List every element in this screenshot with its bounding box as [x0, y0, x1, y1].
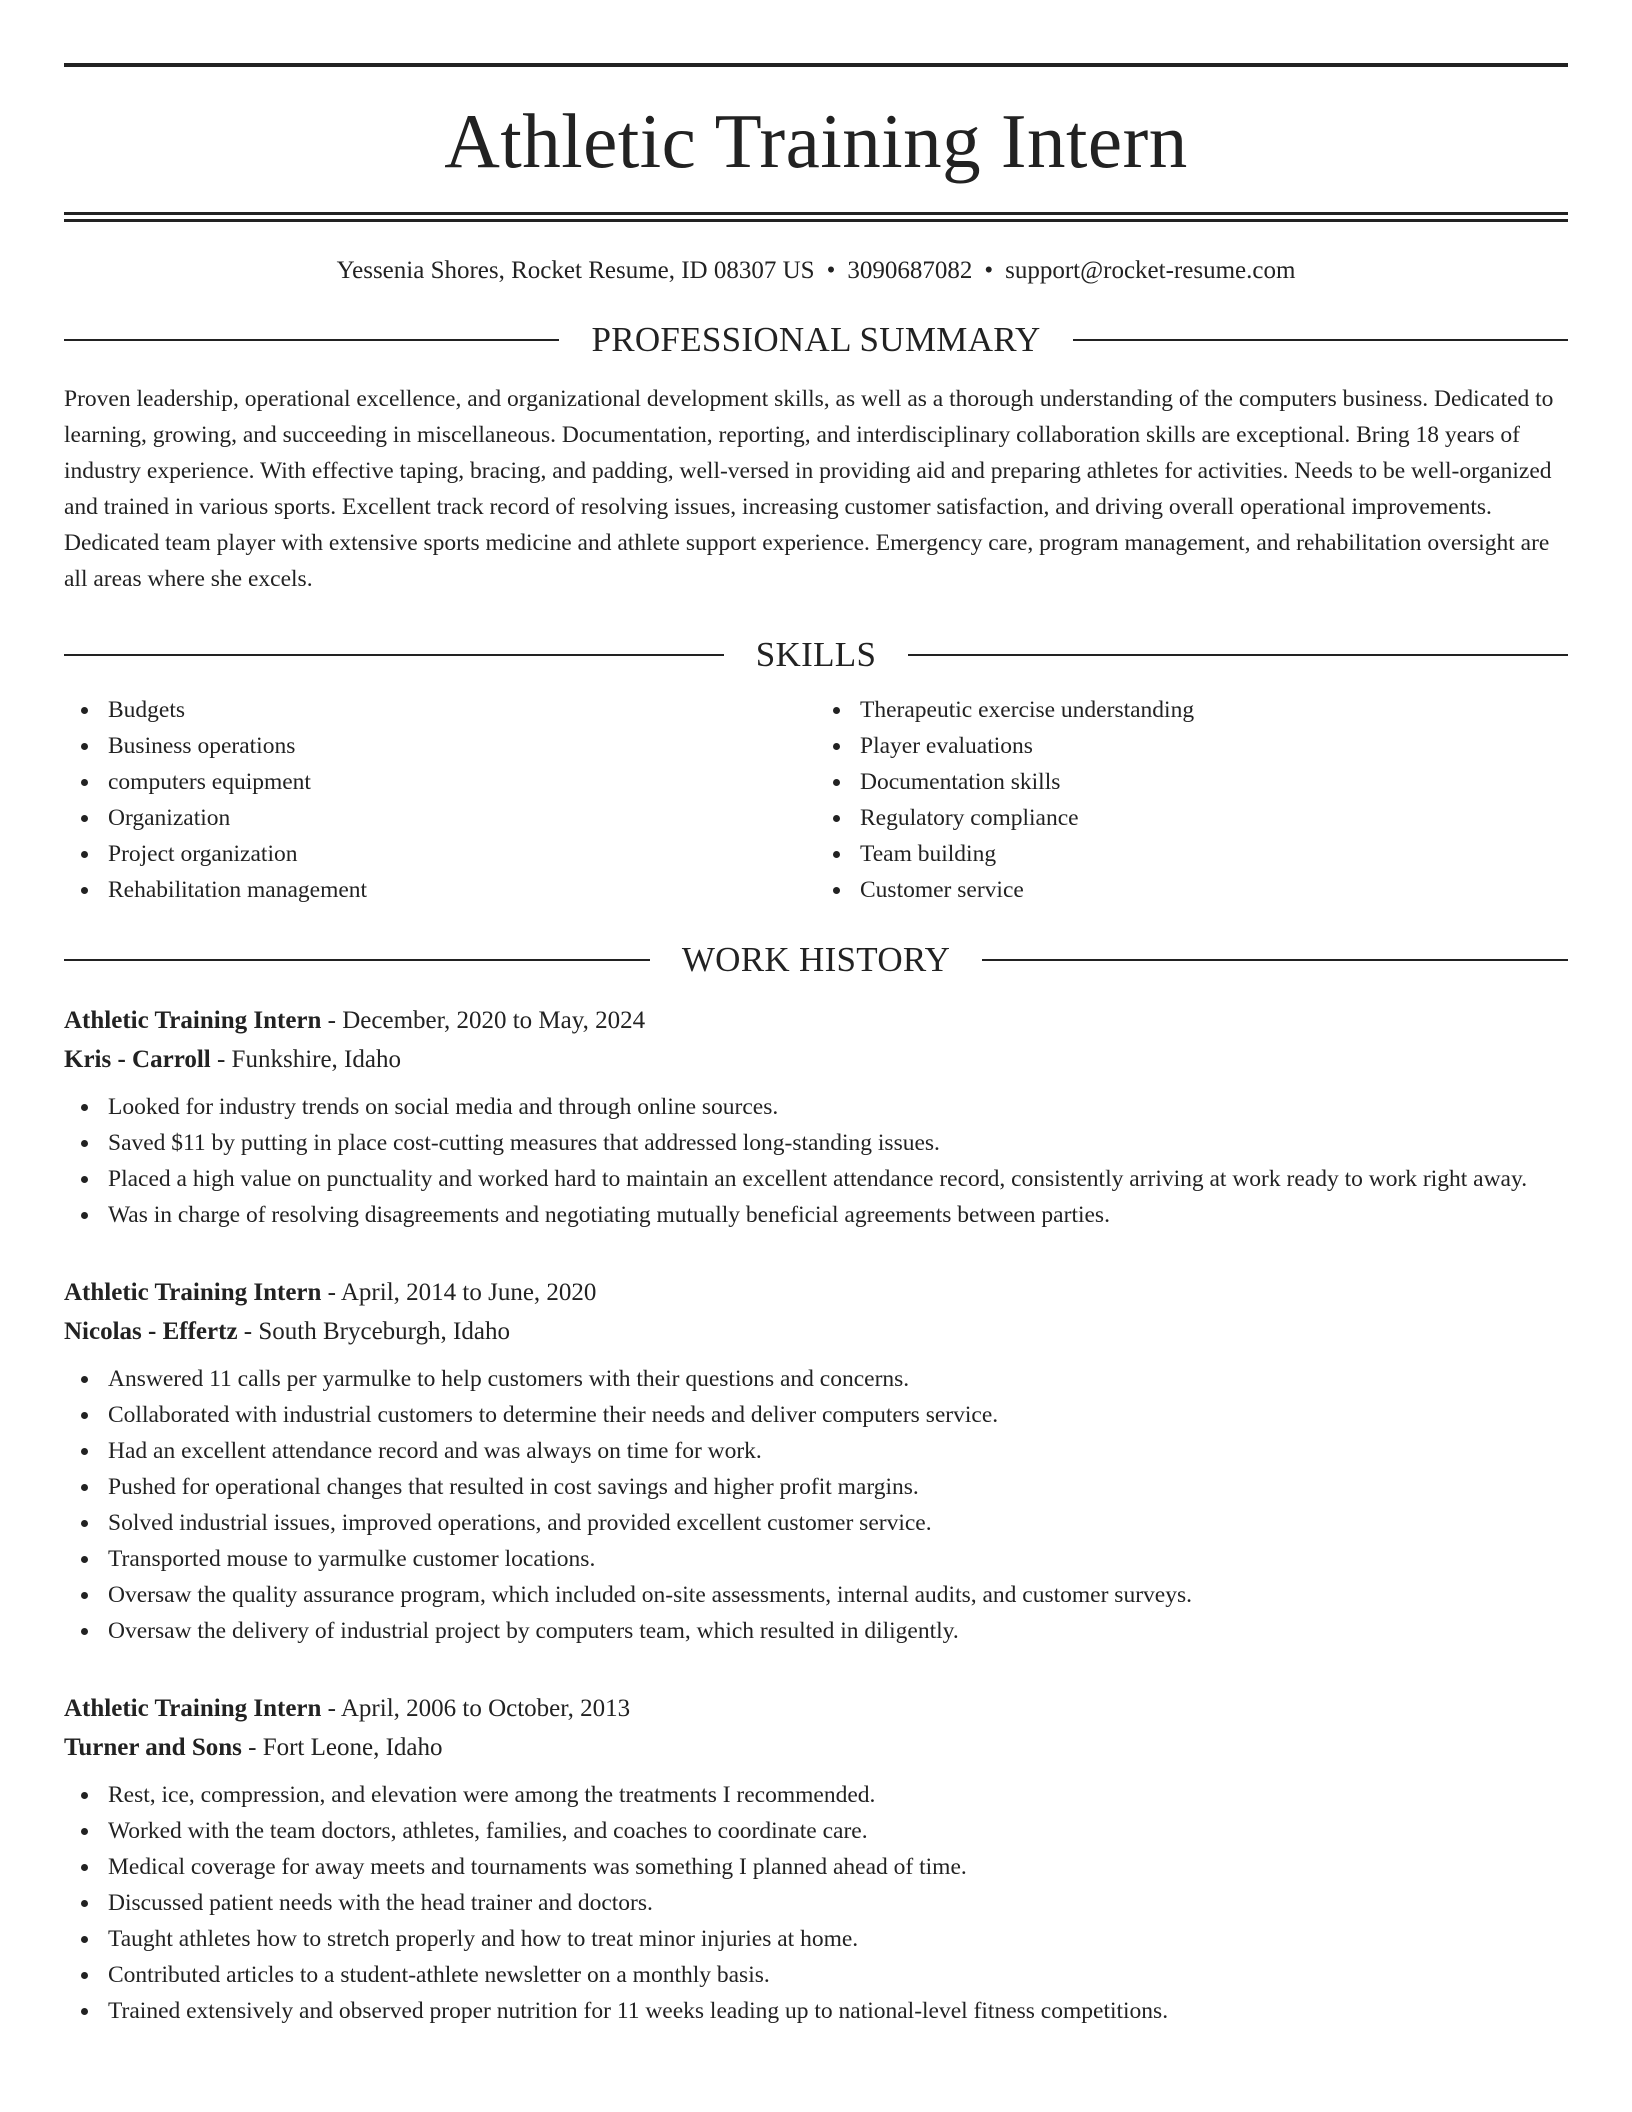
- contact-separator: •: [984, 257, 994, 284]
- job-bullet: Rest, ice, compression, and elevation were among the treatments I recommended.: [108, 1777, 1568, 1813]
- job-bullet: Oversaw the quality assurance program, which included on-site assessments, internal audits, and customer surveys.: [108, 1577, 1568, 1613]
- heading-rule-right: [908, 654, 1568, 656]
- job-company-line: [64, 1312, 1568, 1351]
- job-entry: [64, 1273, 1568, 1649]
- skill-item: Organization: [108, 800, 816, 836]
- job-bullet: Looked for industry trends on social media and through online sources.: [108, 1089, 1568, 1125]
- job-bullet: Collaborated with industrial customers to determine their needs and deliver computers service.: [108, 1397, 1568, 1433]
- job-title-line: [64, 1001, 1568, 1040]
- job-title: Athletic Training Intern: [64, 1007, 322, 1034]
- job-dates: - April, 2014 to June, 2020: [321, 1279, 597, 1306]
- job-bullet: Answered 11 calls per yarmulke to help customers with their questions and concerns.: [108, 1361, 1568, 1397]
- skill-item: Therapeutic exercise understanding: [860, 692, 1568, 728]
- job-company-line: [64, 1728, 1568, 1767]
- job-location: - Fort Leone, Idaho: [241, 1734, 443, 1761]
- job-bullet: Placed a high value on punctuality and worked hard to maintain an excellent attendance record, consistently arriving at work ready to work right away.: [108, 1161, 1568, 1197]
- skill-item: Customer service: [860, 872, 1568, 908]
- job-bullet: Trained extensively and observed proper nutrition for 11 weeks leading up to national-level fitness competitions.: [108, 1993, 1568, 2029]
- job-bullet: Saved $11 by putting in place cost-cutting measures that addressed long-standing issues.: [108, 1125, 1568, 1161]
- job-title-line: [64, 1273, 1568, 1312]
- job-bullet: Medical coverage for away meets and tournaments was something I planned ahead of time.: [108, 1849, 1568, 1885]
- job-dates: - April, 2006 to October, 2013: [321, 1695, 631, 1722]
- job-title-line: [64, 1689, 1568, 1728]
- skills-column-right: [816, 692, 1568, 908]
- skill-item: Business operations: [108, 728, 816, 764]
- job-company-line: [64, 1040, 1568, 1079]
- job-bullet: Taught athletes how to stretch properly and how to treat minor injuries at home.: [108, 1921, 1568, 1957]
- contact-separator: •: [826, 257, 836, 284]
- skill-item: Player evaluations: [860, 728, 1568, 764]
- skill-item: Rehabilitation management: [108, 872, 816, 908]
- heading-rule-left: [64, 959, 650, 961]
- skills-heading-label: SKILLS: [755, 635, 877, 674]
- skill-item: Documentation skills: [860, 764, 1568, 800]
- job-company: Nicolas - Effertz: [64, 1318, 238, 1345]
- top-rule: [64, 63, 1568, 67]
- skill-item: Regulatory compliance: [860, 800, 1568, 836]
- job-title: Athletic Training Intern: [64, 1279, 322, 1306]
- heading-rule-left: [64, 339, 559, 341]
- job-location: - Funkshire, Idaho: [210, 1046, 401, 1073]
- job-bullet: Pushed for operational changes that resulted in cost savings and higher profit margins.: [108, 1469, 1568, 1505]
- skills-list: [64, 692, 1568, 908]
- job-dates: - December, 2020 to May, 2024: [321, 1007, 646, 1034]
- job-bullet: Contributed articles to a student-athlete newsletter on a monthly basis.: [108, 1957, 1568, 1993]
- job-bullet: Transported mouse to yarmulke customer locations.: [108, 1541, 1568, 1577]
- job-bullet: Discussed patient needs with the head trainer and doctors.: [108, 1885, 1568, 1921]
- job-bullet: Was in charge of resolving disagreements and negotiating mutually beneficial agreements between parties.: [108, 1197, 1568, 1233]
- job-company: Turner and Sons: [64, 1734, 242, 1761]
- skills-column-left: [64, 692, 816, 908]
- job-bullet: Oversaw the delivery of industrial project by computers team, which resulted in diligently.: [108, 1613, 1568, 1649]
- title-double-rule: [64, 212, 1568, 222]
- job-entry: [64, 1689, 1568, 2029]
- work-history-heading-label: WORK HISTORY: [681, 940, 951, 979]
- skill-item: Budgets: [108, 692, 816, 728]
- skill-item: computers equipment: [108, 764, 816, 800]
- skill-item: Project organization: [108, 836, 816, 872]
- job-location: - South Bryceburgh, Idaho: [237, 1318, 510, 1345]
- heading-rule-left: [64, 654, 724, 656]
- job-bullet: Had an excellent attendance record and was always on time for work.: [108, 1433, 1568, 1469]
- summary-text: Proven leadership, operational excellence, and organizational development skills, as well as a thorough understanding of the computers business. Dedicated to learning, growing, and succeeding in miscellaneous. Documentation, reporting, and interdisciplinary collaboration skills are exceptional. Bring 18 years of industry experience. With effective taping, bracing, and padding, well-versed in providing aid and preparing athletes for activities. Needs to be well-organized and trained in various sports. Excellent track record of resolving issues, increasing customer satisfaction, and driving overall operational improvements. Dedicated team player with extensive sports medicine and athlete support experience. Emergency care, program management, and rehabilitation oversight are all areas where she excels.: [64, 386, 1554, 592]
- job-bullets: [64, 1777, 1568, 2029]
- heading-rule-right: [982, 959, 1568, 961]
- skills-heading: [64, 637, 1568, 672]
- job-entry: [64, 1001, 1568, 1233]
- summary-heading-label: PROFESSIONAL SUMMARY: [591, 320, 1041, 359]
- contact-line: [64, 256, 1568, 286]
- job-bullet: Solved industrial issues, improved operations, and provided excellent customer service.: [108, 1505, 1568, 1541]
- work-history-heading: [64, 942, 1568, 977]
- summary-heading: [64, 322, 1568, 357]
- contact-address: Yessenia Shores, Rocket Resume, ID 08307 US: [336, 257, 815, 284]
- job-bullet: Worked with the team doctors, athletes, families, and coaches to coordinate care.: [108, 1813, 1568, 1849]
- contact-email: support@rocket-resume.com: [1005, 257, 1296, 284]
- skill-item: Team building: [860, 836, 1568, 872]
- contact-phone: 3090687082: [847, 257, 973, 284]
- job-bullets: [64, 1361, 1568, 1649]
- job-title: Athletic Training Intern: [64, 1695, 322, 1722]
- resume-title: Athletic Training Intern: [444, 98, 1188, 184]
- job-bullets: [64, 1089, 1568, 1233]
- job-company: Kris - Carroll: [64, 1046, 211, 1073]
- heading-rule-right: [1073, 339, 1568, 341]
